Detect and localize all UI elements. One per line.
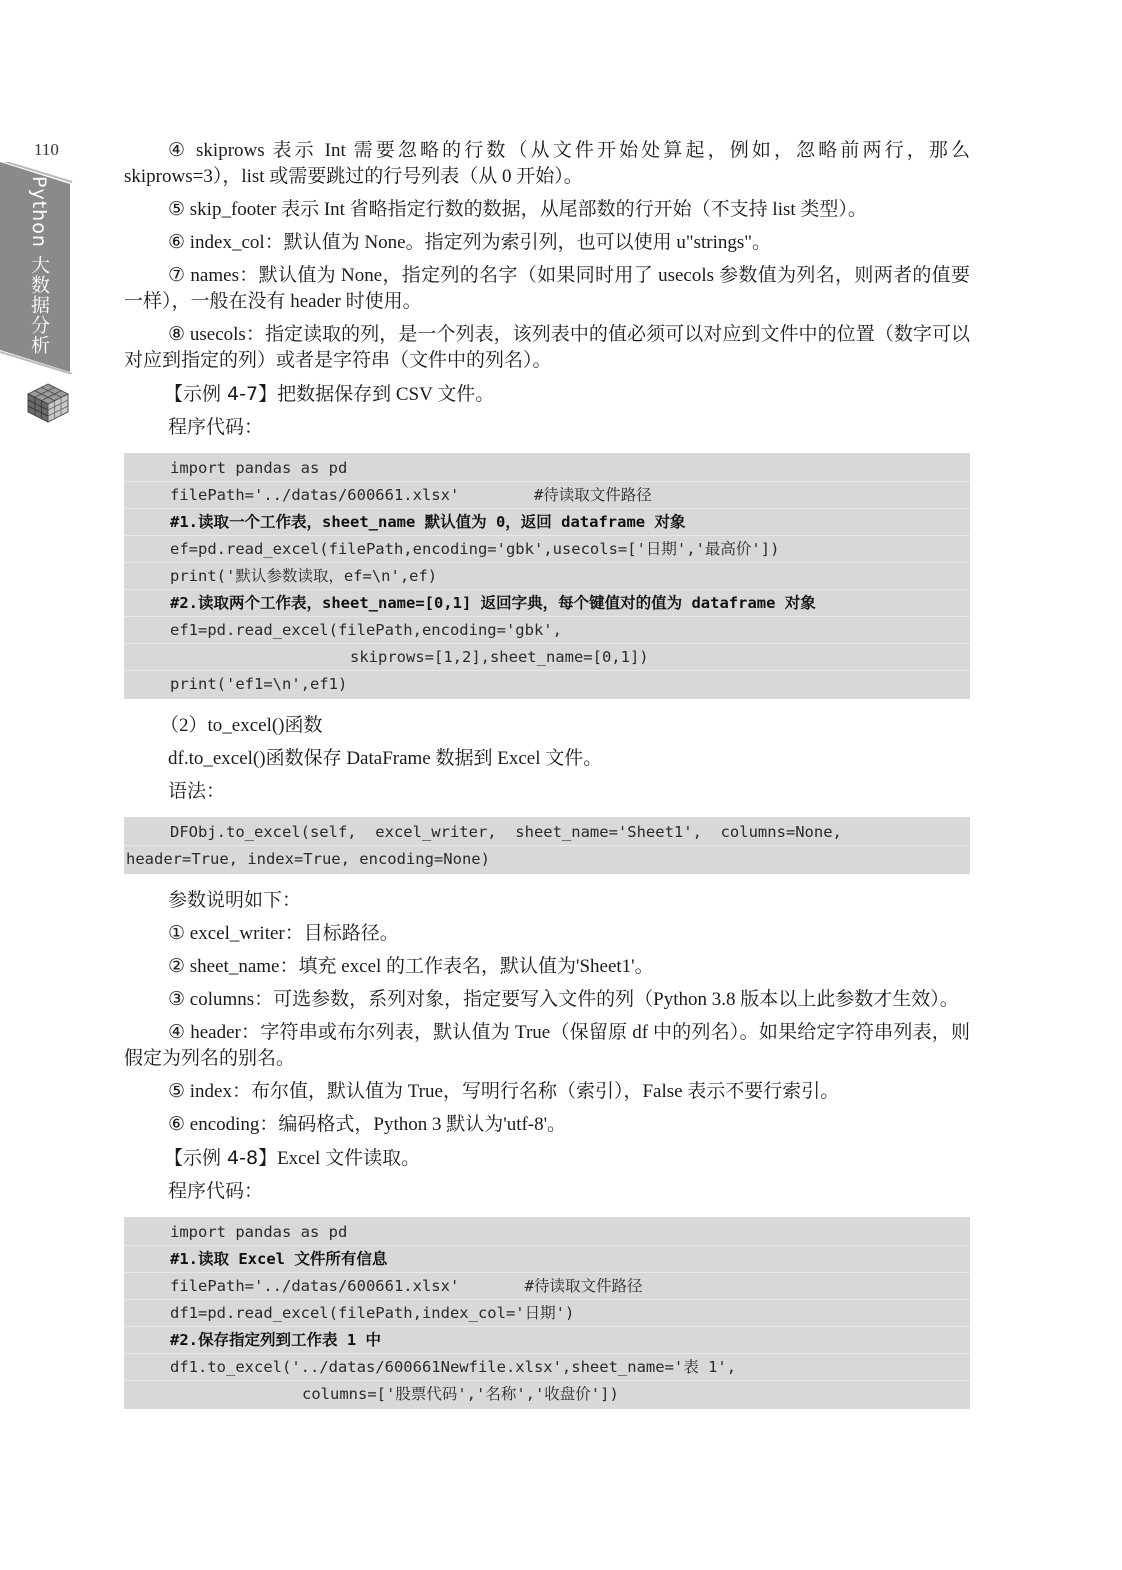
to-excel-description: df.to_excel()函数保存 DataFrame 数据到 Excel 文件。 xyxy=(168,748,603,769)
code-comment: #1.读取一个工作表，sheet_name 默认值为 0，返回 dataframe 对象 xyxy=(124,509,970,536)
param-sheet-name: ② sheet_name：填充 excel 的工作表名，默认值为'Sheet1'。 xyxy=(168,956,654,977)
code-comment: #2.保存指定列到工作表 1 中 xyxy=(124,1327,970,1354)
code-line: import pandas as pd xyxy=(124,1219,970,1246)
example-4-7-heading xyxy=(124,381,970,408)
param-index-col: ⑥ index_col：默认值为 None。指定列为索引列，也可以使用 u"strings"。 xyxy=(168,232,772,253)
param-encoding: ⑥ encoding：编码格式，Python 3 默认为'utf-8'。 xyxy=(168,1114,567,1135)
example-4-8-heading xyxy=(124,1145,970,1172)
code-label-1: 程序代码： xyxy=(168,417,264,438)
code-line: df1.to_excel('../datas/600661Newfile.xlsx',sheet_name='表 1', xyxy=(124,1354,970,1381)
syntax-code-block xyxy=(124,817,970,874)
code-line: header=True, index=True, encoding=None) xyxy=(126,850,490,868)
example-4-7-label: 【示例 4-7】 xyxy=(164,383,278,405)
code-line: print('默认参数读取，ef=\n',ef) xyxy=(124,563,970,590)
code-line: skiprows=[1,2],sheet_name=[0,1]) xyxy=(124,644,970,671)
example-4-7-text: 把数据保存到 CSV 文件。 xyxy=(277,384,495,405)
param-usecols: ⑧ usecols：指定读取的列，是一个列表，该列表中的值必须可以对应到文件中的位置（数字可以对应到指定的列）或者是字符串（文件中的列名）。 xyxy=(124,324,970,371)
chapter-side-tab xyxy=(0,162,74,372)
cube-icon xyxy=(24,380,72,424)
param-columns: ③ columns：可选参数，系列对象，指定要写入文件的列（Python 3.8 版本以上此参数才生效）。 xyxy=(168,989,959,1010)
to-excel-heading: （2）to_excel()函数 xyxy=(160,715,323,736)
param-index: ⑤ index：布尔值，默认值为 True，写明行名称（索引），False 表示不要行索引。 xyxy=(168,1081,840,1102)
param-header: ④ header：字符串或布尔列表，默认值为 True（保留原 df 中的列名）。如果给定字符串列表，则假定为列名的别名。 xyxy=(124,1022,970,1069)
code-line: filePath='../datas/600661.xlsx' #待读取文件路径 xyxy=(124,482,970,509)
code-block-1 xyxy=(124,453,970,699)
syntax-label: 语法： xyxy=(168,781,226,802)
code-line: print('ef1=\n',ef1) xyxy=(170,675,348,693)
code-label-2: 程序代码： xyxy=(168,1181,264,1202)
param-skiprows: ④ skiprows 表示 Int 需要忽略的行数（从文件开始处算起，例如，忽略前两行，那么 skiprows=3），list 或需要跳过的行号列表（从 0 开始）。 xyxy=(124,140,970,187)
code-block-2 xyxy=(124,1217,970,1409)
param-excel-writer: ① excel_writer：目标路径。 xyxy=(168,923,399,944)
params-label: 参数说明如下： xyxy=(168,890,302,911)
code-line: df1=pd.read_excel(filePath,index_col='日期') xyxy=(124,1300,970,1327)
code-line: columns=['股票代码','名称','收盘价']) xyxy=(302,1385,619,1403)
code-line: import pandas as pd xyxy=(124,455,970,482)
code-line: filePath='../datas/600661.xlsx' #待读取文件路径 xyxy=(124,1273,970,1300)
param-names: ⑦ names：默认值为 None，指定列的名字（如果同时用了 usecols 参数值为列名，则两者的值要一样），一般在没有 header 时使用。 xyxy=(124,265,970,312)
code-line: DFObj.to_excel(self, excel_writer, sheet_name='Sheet1', columns=None, xyxy=(124,819,970,846)
page-number: 110 xyxy=(34,140,59,159)
example-4-8-label: 【示例 4-8】 xyxy=(164,1147,278,1169)
side-title: Python 大数据分析 xyxy=(28,176,50,355)
example-4-8-text: Excel 文件读取。 xyxy=(277,1148,421,1169)
code-line: ef1=pd.read_excel(filePath,encoding='gbk', xyxy=(124,617,970,644)
code-comment: #2.读取两个工作表，sheet_name=[0,1] 返回字典，每个键值对的值为 dataframe 对象 xyxy=(124,590,970,617)
code-line: ef=pd.read_excel(filePath,encoding='gbk',usecols=['日期','最高价']) xyxy=(124,536,970,563)
param-skip-footer: ⑤ skip_footer 表示 Int 省略指定行数的数据，从尾部数的行开始（不支持 list 类型）。 xyxy=(168,199,867,220)
page-content xyxy=(124,138,970,1423)
code-comment: #1.读取 Excel 文件所有信息 xyxy=(124,1246,970,1273)
